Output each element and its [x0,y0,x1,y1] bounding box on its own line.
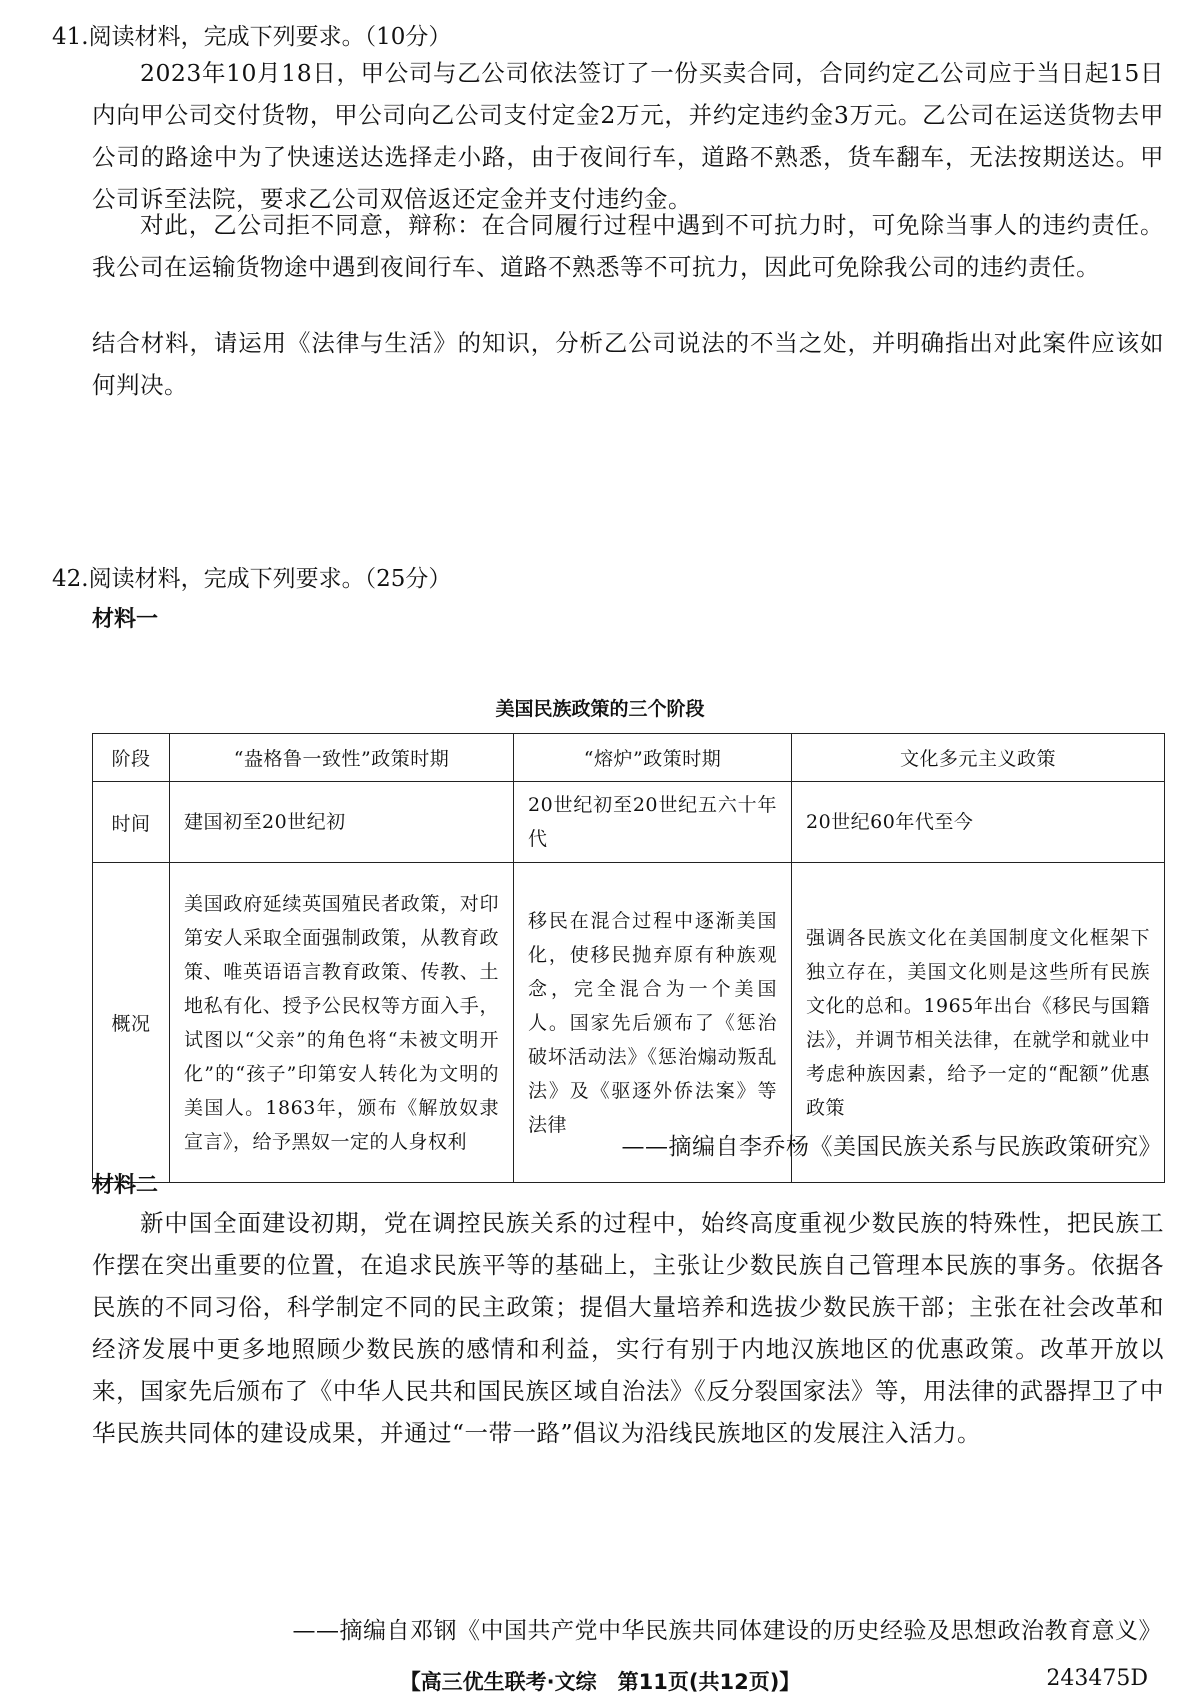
source-citation-1: ——摘编自李乔杨《美国民族关系与民族政策研究》 [621,1134,1162,1160]
q41-heading: 41.阅读材料，完成下列要求。（10分） [52,24,452,50]
table-header-row [93,734,1165,782]
material-1-label: 材料一 [92,607,159,632]
table-cell: 20世纪初至20世纪五六十年代 [514,782,792,863]
material-2-paragraph: 新中国全面建设初期，党在调控民族关系的过程中，始终高度重视少数民族的特殊性，把民族工作摆在突出重要的位置，在追求民族平等的基础上，主张让少数民族自己管理本民族的事务。依据各民族的不同习俗，科学制定不同的民主政策；提倡大量培养和选拔少数民族干部；主张在社会改革和经济发展中更多地照顾少数民族的感情和利益，实行有别于内地汉族地区的优惠政策。改革开放以来，国家先后颁布了《中华人民共和国民族区域自治法》《反分裂国家法》等，用法律的武器捍卫了中华民族共同体的建设成果，并通过“一带一路”倡议为沿线民族地区的发展注入活力。 [92,1209,1164,1447]
table-row-time [93,782,1165,863]
table-cell: 20世纪60年代至今 [792,782,1165,863]
table-header-cell: “盎格鲁一致性”政策时期 [170,734,514,782]
table-header-cell: 阶段 [93,734,170,782]
row-label-time: 时间 [93,782,170,863]
paper-code: 243475D [1046,1666,1148,1691]
table-cell: 美国政府延续英国殖民者政策，对印第安人采取全面强制政策，从教育政策、唯英语语言教育政策、传教、土地私有化、授予公民权等方面入手，试图以“父亲”的角色将“未被文明开化”的“孩子”印第安人转化为文明的美国人。1863年，颁布《解放奴隶宣言》，给予黑奴一定的人身权利 [170,863,514,1183]
q41-task: 结合材料，请运用《法律与生活》的知识，分析乙公司说法的不当之处，并明确指出对此案件应该如何判决。 [92,329,1164,399]
row-label-overview: 概况 [93,863,170,1183]
q41-material-paragraph: 2023年10月18日，甲公司与乙公司依法签订了一份买卖合同，合同约定乙公司应于当日起15日内向甲公司交付货物，甲公司向乙公司支付定金2万元，并约定违约金3万元。乙公司在运送货物去甲公司的路途中为了快速送达选择走小路，由于夜间行车，道路不熟悉，货车翻车，无法按期送达。甲公司诉至法院，要求乙公司双倍返还定金并支付违约金。 [92,59,1164,213]
page-footer: 【高三优生联考·文综 第11页(共12页)】 [399,1670,801,1694]
table-cell: 强调各民族文化在美国制度文化框架下独立存在，美国文化则是这些所有民族文化的总和。1965年出台《移民与国籍法》，并调节相关法律，在就学和就业中考虑种族因素，给予一定的“配额”优惠政策 [792,863,1165,1183]
table-title: 美国民族政策的三个阶段 [495,698,705,720]
table-cell: 移民在混合过程中逐渐美国化，使移民抛弃原有种族观念，完全混合为一个美国人。国家先后颁布了《惩治破坏活动法》《惩治煽动叛乱法》及《驱逐外侨法案》等法律 [514,863,792,1183]
q41-defense-paragraph: 对此，乙公司拒不同意，辩称：在合同履行过程中遇到不可抗力时，可免除当事人的违约责任。我公司在运输货物途中遇到夜间行车、道路不熟悉等不可抗力，因此可免除我公司的违约责任。 [92,211,1164,281]
material-2-label: 材料二 [92,1173,159,1198]
policy-stages-table [92,733,1165,1183]
table-header-cell: “熔炉”政策时期 [514,734,792,782]
table-cell: 建国初至20世纪初 [170,782,514,863]
table-header-cell: 文化多元主义政策 [792,734,1165,782]
q42-heading: 42.阅读材料，完成下列要求。（25分） [52,566,452,592]
source-citation-2: ——摘编自邓钢《中国共产党中华民族共同体建设的历史经验及思想政治教育意义》 [292,1618,1162,1644]
